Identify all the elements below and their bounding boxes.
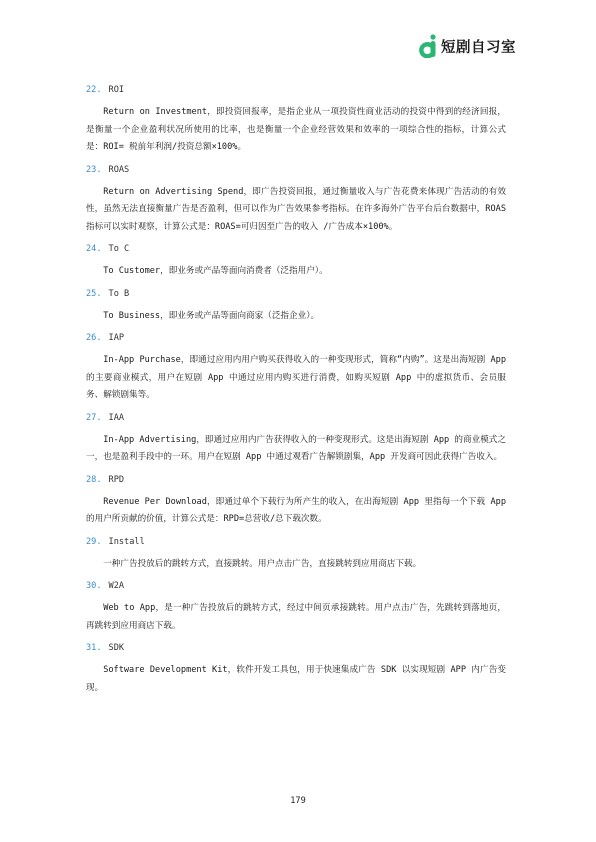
entry-heading <box>86 580 506 593</box>
entry-heading <box>86 288 506 301</box>
glossary-entry <box>86 474 506 529</box>
entry-heading <box>86 412 506 425</box>
entry-definition: In-App Advertising，即通过应用内广告获得收入的一种变现形式。这是出海短剧 App 的商业模式之一，也是盈利手段中的一环。用户在短剧 App 中通过观看广告解锁剧集，App 开发商可因此获得广告收入。 <box>86 434 506 462</box>
page-number: 179 <box>290 796 306 806</box>
entry-definition: Return on Investment，即投资回报率，是指企业从一项投资性商业活动的投资中得到的经济回报，是衡量一个企业盈利状况所使用的比率，也是衡量一个企业经营效果和效率的一项综合性的指标，计算公式是：ROI= 税前年利润/投资总额×100%。 <box>86 107 506 152</box>
entry-heading <box>86 642 506 655</box>
entry-term: Install <box>108 536 145 547</box>
glossary-entry <box>86 243 506 281</box>
entry-term: RPD <box>108 474 125 485</box>
entry-heading <box>86 536 506 549</box>
entry-definition: Software Development Kit，软件开发工具包，用于快速集成广告 SDK 以实现短剧 APP 内广告变现。 <box>86 665 506 693</box>
glossary-list <box>86 84 506 704</box>
entry-heading <box>86 474 506 487</box>
glossary-entry <box>86 84 506 157</box>
brand-d-icon <box>418 34 438 58</box>
entry-definition: In-App Purchase，即通过应用内用户购买获得收入的一种变现形式，简称“内购”。这是出海短剧 App 的主要商业模式，用户在短剧 App 中通过应用内购买进行消费，如购买短剧 App 中的虚拟货币、会员服务、解锁剧集等。 <box>86 355 506 400</box>
glossary-entry <box>86 288 506 326</box>
entry-term: IAP <box>108 333 125 343</box>
entry-term: W2A <box>108 581 125 591</box>
entry-number: 29. <box>86 536 102 547</box>
entry-term: ROI <box>108 85 125 95</box>
glossary-entry <box>86 332 506 405</box>
entry-heading <box>86 332 506 345</box>
entry-definition: Revenue Per Download，即通过单个下载行为所产生的收入，在出海短剧 App 里指每一个下载 App 的用户所贡献的价值，计算公式是：RPD=总营收/总下载次数。 <box>86 496 506 524</box>
entry-definition: Web to App，是一种广告投放后的跳转方式，经过中间页承接跳转。用户点击广告，先跳转到落地页，再跳转到应用商店下载。 <box>86 603 506 631</box>
glossary-entry <box>86 164 506 237</box>
entry-definition: To Customer，即业务或产品等面向消费者（泛指用户）。 <box>103 266 328 276</box>
brand-text: 短剧自习室 <box>441 39 516 56</box>
brand-logo <box>418 34 516 58</box>
entry-term: To B <box>108 288 130 299</box>
entry-number: 26. <box>86 333 102 343</box>
entry-number: 27. <box>86 412 102 423</box>
entry-term: SDK <box>108 643 125 653</box>
entry-term: ROAS <box>108 164 130 175</box>
entry-number: 24. <box>86 244 102 254</box>
entry-term: IAA <box>108 412 125 423</box>
entry-number: 22. <box>86 85 102 95</box>
entry-number: 25. <box>86 288 102 299</box>
entry-term: To C <box>108 244 130 254</box>
entry-heading <box>86 84 506 97</box>
entry-number: 23. <box>86 164 102 175</box>
entry-definition: 一种广告投放后的跳转方式，直接跳转。用户点击广告，直接跳转到应用商店下载。 <box>103 558 422 569</box>
glossary-entry <box>86 536 506 574</box>
entry-number: 30. <box>86 581 102 591</box>
glossary-entry <box>86 580 506 635</box>
glossary-entry <box>86 412 506 467</box>
entry-definition: Return on Advertising Spend，即广告投资回报，通过衡量收入与广告花费来体现广告活动的有效性，虽然无法直接衡量广告是否盈利，但可以作为广告效果参考指标。在许多海外广告平台后台数据中，ROAS 指标可以实时观察，计算公式是：ROAS=可归因至广告的收入 /广告成本×100%。 <box>86 186 506 232</box>
entry-definition: To Business，即业务或产品等面向商家（泛指企业）。 <box>103 310 320 321</box>
glossary-entry <box>86 642 506 697</box>
entry-number: 31. <box>86 643 102 653</box>
entry-number: 28. <box>86 474 102 485</box>
entry-heading <box>86 164 506 177</box>
entry-heading <box>86 243 506 256</box>
